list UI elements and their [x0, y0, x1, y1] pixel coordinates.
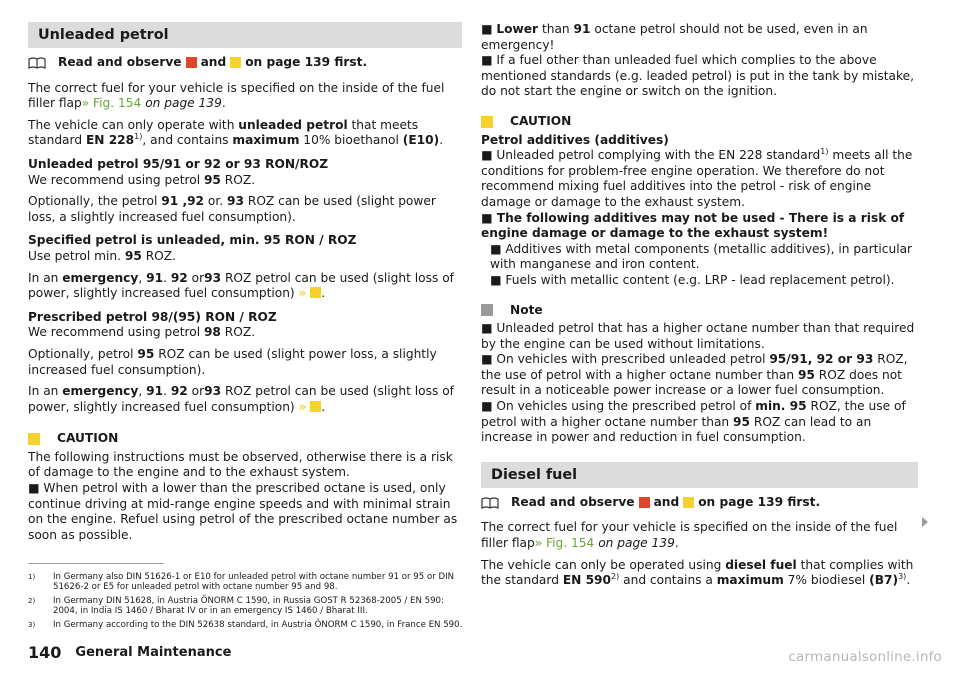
- additives-title: Petrol additives (additives): [481, 132, 669, 147]
- read-observe-line: Read and observe and on page 139 first.: [481, 495, 918, 511]
- warning-yellow-icon: [230, 57, 241, 68]
- footnote-divider: [28, 563, 164, 564]
- left-column: [28, 22, 462, 549]
- note-bullet-2: ■ On vehicles with prescribed unleaded petrol 95/91, 92 or 93 ROZ, the use of petrol with a higher octane number than 95 ROZ does not result in a noticeable power increase or a lower fuel consumption.: [481, 352, 908, 398]
- paragraph-fuel-flap: The correct fuel for your vehicle is specified on the inside of the fuel filler flap» Fig. 154 on page 139.: [28, 80, 445, 111]
- fig-link[interactable]: » Fig. 154: [534, 536, 595, 551]
- next-page-arrow-icon: [922, 517, 928, 527]
- paragraph-diesel-standard: The vehicle can only be operated using diesel fuel that complies with the standard EN 590$^{2)}$ and contains a maximum 7% biodiesel $(B7)^{3)}$.: [481, 557, 914, 588]
- note-heading: Note: [481, 303, 918, 319]
- section-heading-unleaded: Unleaded petrol: [28, 22, 462, 48]
- bullet-wrong-fuel: ■ If a fuel other than unleaded fuel which complies to the above mentioned standards (e.g. leaded petrol) is put in the tank by mistake, do not start the engine or switch on the ignition.: [481, 53, 915, 99]
- paragraph-emergency-1: In an emergency, 91. 92 or93 ROZ petrol can be used (slight loss of power, slightly increased fuel consumption) » .: [28, 270, 454, 301]
- fig-link[interactable]: » Fig. 154: [81, 96, 142, 111]
- caution-bullet: ■ When petrol with a lower than the prescribed octane is used, only continue driving at mid-range engine speeds and with minimal strain on the engine. Refuel using petrol of the prescribed octane number as soon as possible.: [28, 481, 458, 542]
- subheading-98: Prescribed petrol 98/(95) RON / ROZ: [28, 309, 277, 324]
- note-icon: [481, 304, 493, 316]
- book-icon: [481, 497, 499, 509]
- paragraph-optional-95: Optionally, petrol 95 ROZ can be used (slight power loss, a slightly increased fuel consumption).: [28, 346, 437, 377]
- footnote: 3) In Germany according to the DIN 52638 standard, in Austria ÖNORM C 1590, in France EN 590.: [28, 619, 463, 630]
- subheading-min-95: Specified petrol is unleaded, min. 95 RON / ROZ: [28, 233, 357, 248]
- caution-icon: [28, 433, 40, 445]
- paragraph-recommend-98: We recommend using petrol 98 ROZ.: [28, 325, 256, 340]
- page-number: 140: [28, 643, 62, 662]
- paragraph-standard: The vehicle can only operate with unleaded petrol that meets standard EN 228$^{1)}$, and contains maximum 10% bioethanol (E10).: [28, 117, 444, 148]
- paragraph-emergency-2: In an emergency, 91. 92 or93 ROZ petrol can be used (slight loss of power, slightly increased fuel consumption) » .: [28, 384, 454, 414]
- paragraph-diesel-flap: The correct fuel for your vehicle is specified on the inside of the fuel filler flap» Fig. 154 on page 139.: [481, 520, 898, 551]
- watermark: carmanualsonline.info: [788, 649, 942, 665]
- page-footer: [28, 643, 231, 662]
- paragraph-recommend-95: We recommend using petrol 95 ROZ.: [28, 172, 256, 187]
- warning-yellow-icon: [310, 401, 321, 412]
- warning-yellow-icon: [310, 287, 321, 298]
- right-column: [481, 22, 918, 595]
- caution-heading: CAUTION: [481, 114, 918, 130]
- additives-bullet-2: ■ The following additives may not be used - There is a risk of engine damage or damage to the exhaust system!: [481, 210, 905, 241]
- additives-bullet-1: ■ Unleaded petrol complying with the EN 228 standard$^{1)}$ meets all the conditions for problem-free engine operation. We therefore do not recommend mixing fuel additives into the petrol - risk of engine damage or damage to the exhaust system.: [481, 147, 913, 209]
- footnotes: [28, 572, 468, 633]
- caution-text: The following instructions must be observed, otherwise there is a risk of damage to the engine and to the exhaust system.: [28, 449, 453, 480]
- bullet-lower-91: ■ Lower than 91 octane petrol should not be used, even in an emergency!: [481, 22, 868, 52]
- page-section-title: General Maintenance: [75, 645, 232, 660]
- subheading-95-91: Unleaded petrol 95/91 or 92 or 93 RON/ROZ: [28, 156, 329, 171]
- warning-yellow-icon: [683, 497, 694, 508]
- additives-sub-2: ■ Fuels with metallic content (e.g. LRP - lead replacement petrol).: [490, 272, 895, 287]
- caution-heading: CAUTION: [28, 431, 462, 447]
- warning-red-icon: [639, 497, 650, 508]
- warning-red-icon: [186, 57, 197, 68]
- book-icon: [28, 57, 46, 69]
- footnote: 2) In Germany DIN 51628, in Austria ÖNORM C 1590, in Russia GOST R 52368-2005 / EN 590: 2004, in India IS 1460 / Bharat IV or in an emergency IS 1460 / Bharat III.: [28, 595, 444, 617]
- section-heading-diesel: Diesel fuel: [481, 462, 918, 488]
- additives-sub-1: ■ Additives with metal components (metallic additives), in particular with manganese and iron content.: [490, 241, 913, 272]
- paragraph-optional-91: Optionally, the petrol 91 ,92 or. 93 ROZ can be used (slight power loss, a slightly increased fuel consumption).: [28, 194, 436, 224]
- read-observe-line: Read and observe and on page 139 first.: [28, 55, 462, 71]
- note-bullet-1: ■ Unleaded petrol that has a higher octane number than that required by the engine can be used without limitations.: [481, 321, 915, 351]
- footnote: 1) In Germany also DIN 51626-1 or E10 for unleaded petrol with octane number 91 or 95 or DIN 51626-2 or E5 for unleaded petrol with octane number 95 and 98.: [28, 572, 455, 593]
- caution-icon: [481, 116, 493, 128]
- note-bullet-3: ■ On vehicles using the prescribed petrol of min. 95 ROZ, the use of petrol with a higher octane number than 95 ROZ can lead to an increase in power and reduction in fuel consumption.: [481, 399, 906, 445]
- paragraph-use-95: Use petrol min. 95 ROZ.: [28, 248, 176, 263]
